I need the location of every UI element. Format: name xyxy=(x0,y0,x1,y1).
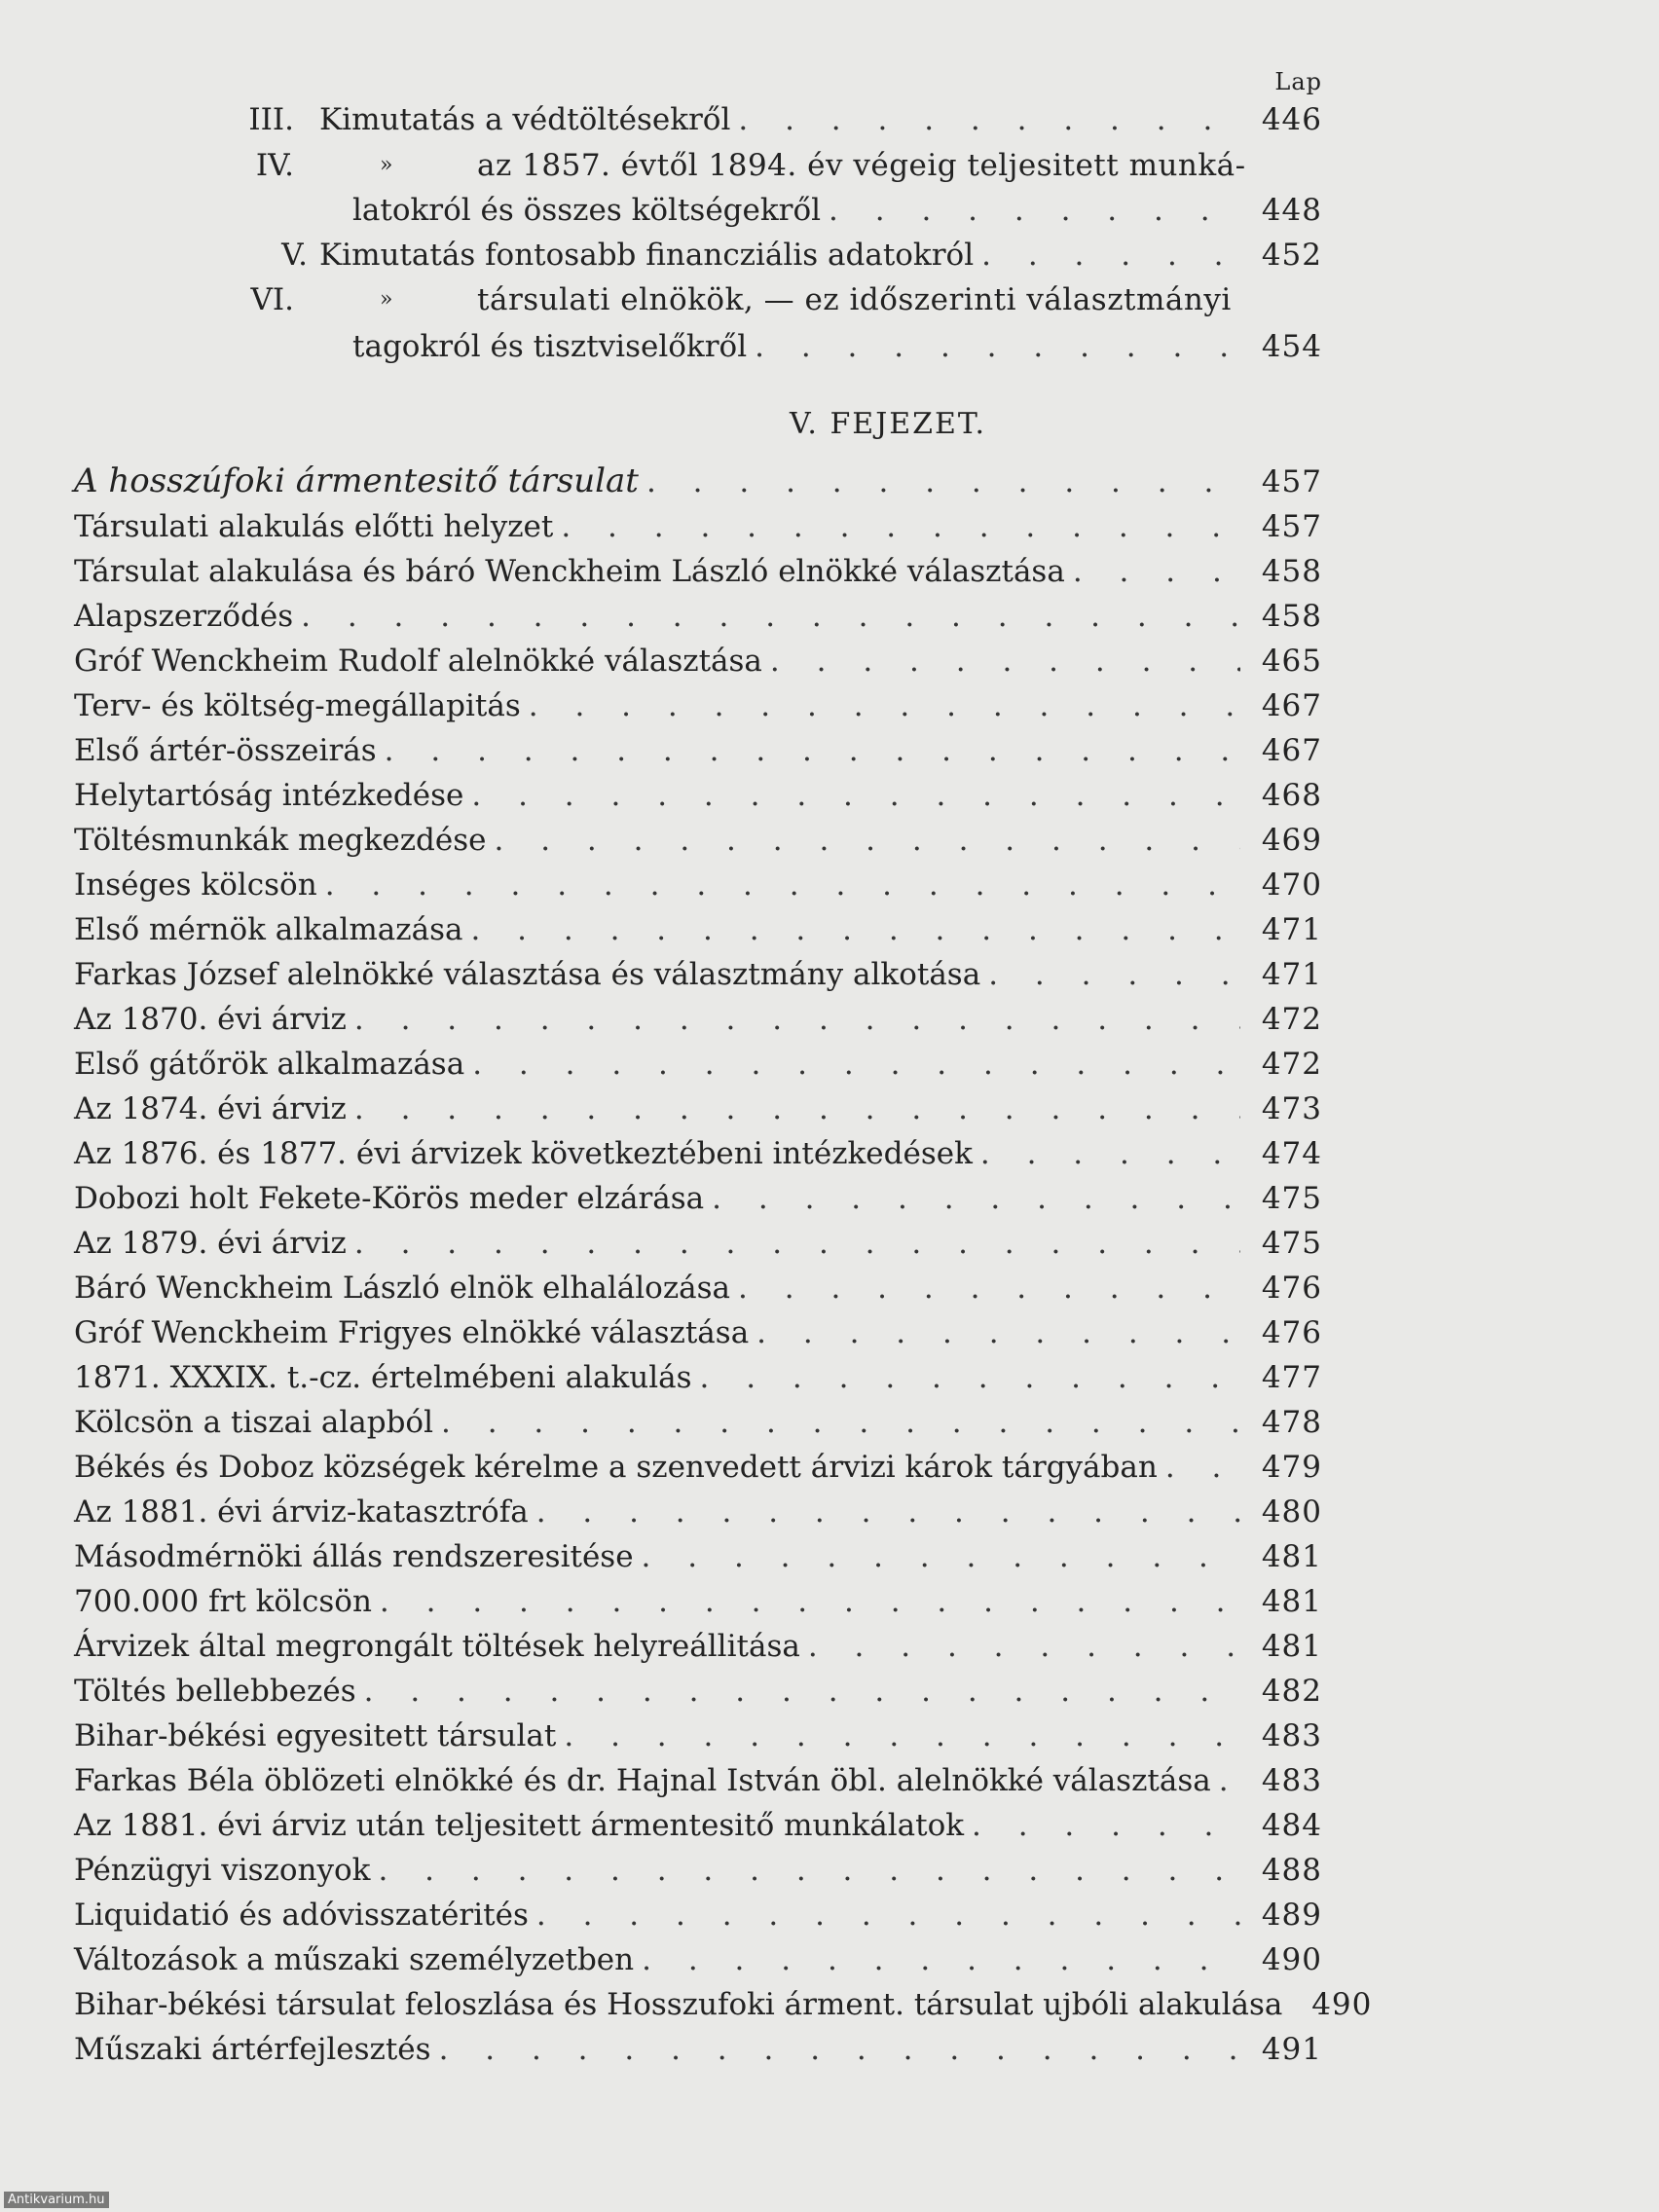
entry-page: 471 xyxy=(1261,957,1322,992)
entry-page: 481 xyxy=(1261,1584,1322,1619)
toc-entry xyxy=(74,1940,1322,1979)
entry-text: Másodmérnöki állás rendszeresitése xyxy=(74,1539,634,1574)
dot-leader xyxy=(646,462,1240,501)
entry-page: 481 xyxy=(1261,1539,1322,1574)
dot-leader xyxy=(354,1000,1240,1039)
dot-leader xyxy=(536,1896,1240,1935)
entry-page: 484 xyxy=(1261,1808,1322,1843)
toc-entry xyxy=(74,1269,1322,1308)
entry-page: 481 xyxy=(1261,1629,1322,1664)
entry-text: Békés és Doboz községek kérelme a szenvedett árvizi károk tárgyában xyxy=(74,1450,1158,1485)
dot-leader xyxy=(988,955,1240,994)
entry-page: 475 xyxy=(1261,1181,1322,1216)
entry-page: 472 xyxy=(1261,1002,1322,1037)
toc-entry xyxy=(74,1134,1322,1173)
toc-entry xyxy=(74,1045,1322,1084)
entry-text: Kölcsön a tiszai alapból xyxy=(74,1405,434,1440)
dot-leader xyxy=(536,1493,1240,1531)
entry-page: 473 xyxy=(1261,1091,1322,1126)
toc-entry xyxy=(74,1224,1322,1263)
dot-leader xyxy=(738,100,1240,139)
toc-entry xyxy=(74,1985,1373,2024)
entry-text: Társulat alakulása és báró Wenckheim László elnökké választása xyxy=(74,554,1065,589)
appendix-numeral: VI. xyxy=(250,282,294,317)
dot-leader xyxy=(808,1627,1240,1666)
entry-text: Társulati alakulás előtti helyzet xyxy=(74,509,554,544)
toc-entry xyxy=(74,1403,1322,1442)
entry-page: 483 xyxy=(1261,1718,1322,1753)
appendix-numeral: V. xyxy=(281,238,308,273)
entry-page: 483 xyxy=(1261,1763,1322,1798)
entry-text: Helytartóság intézkedése xyxy=(74,778,464,813)
toc-entry xyxy=(74,1358,1322,1397)
entry-page: 448 xyxy=(1261,193,1322,228)
entry-page: 476 xyxy=(1261,1271,1322,1306)
entry-page: 480 xyxy=(1261,1494,1322,1530)
toc-entry xyxy=(74,866,1322,904)
entry-page: 469 xyxy=(1261,823,1322,858)
toc-entry xyxy=(74,1000,1322,1039)
toc-entry xyxy=(74,776,1322,815)
toc-entry xyxy=(74,686,1322,725)
entry-text: Gróf Wenckheim Rudolf alelnökké választása xyxy=(74,644,762,679)
toc-entry xyxy=(74,1313,1322,1352)
appendix-entry xyxy=(477,146,1246,185)
entry-text: Bihar-békési egyesitett társulat xyxy=(74,1718,557,1753)
dot-leader xyxy=(1165,1448,1240,1487)
appendix-entry xyxy=(352,327,1322,366)
dot-leader xyxy=(972,1806,1240,1845)
ditto-mark: » xyxy=(380,153,393,177)
dot-leader xyxy=(738,1269,1240,1308)
dot-leader xyxy=(642,1940,1240,1979)
dot-leader xyxy=(981,236,1240,275)
toc-entry xyxy=(74,1627,1322,1666)
entry-text: Dobozi holt Fekete-Körös meder elzárása xyxy=(74,1181,705,1216)
dot-leader xyxy=(829,191,1240,230)
dot-leader xyxy=(1073,552,1240,591)
dot-leader xyxy=(564,1716,1240,1755)
toc-entry xyxy=(74,1582,1322,1621)
entry-page: 470 xyxy=(1261,867,1322,903)
entry-text: Inséges kölcsön xyxy=(74,867,317,903)
entry-text: Az 1881. évi árviz-katasztrófa xyxy=(74,1494,529,1530)
toc-entry xyxy=(74,1537,1322,1576)
toc-entry xyxy=(74,1448,1322,1487)
entry-text: Változások a műszaki személyzetben xyxy=(74,1942,635,1977)
entry-text: Terv- és költség-megállapitás xyxy=(74,688,521,723)
entry-text: Farkas Béla öblözeti elnökké és dr. Hajnal István öbl. alelnökké választása xyxy=(74,1763,1211,1798)
toc-entry xyxy=(74,2030,1322,2069)
dot-leader xyxy=(441,1403,1240,1442)
dot-leader xyxy=(325,866,1240,904)
entry-page: 457 xyxy=(1261,509,1322,544)
entry-text: tagokról és tisztviselőkről xyxy=(352,329,748,364)
toc-entry xyxy=(74,955,1322,994)
entry-text: Kimutatás a védtöltésekről xyxy=(319,102,731,137)
dot-leader xyxy=(756,1313,1240,1352)
entry-text: Első ártér-összeirás xyxy=(74,733,377,768)
toc-entry xyxy=(74,821,1322,860)
dot-leader xyxy=(380,1582,1240,1621)
toc-entry xyxy=(74,1089,1322,1128)
dot-leader xyxy=(561,507,1240,546)
entry-page: 467 xyxy=(1261,733,1322,768)
appendix-entry xyxy=(477,280,1232,319)
dot-leader xyxy=(712,1179,1240,1218)
entry-page: 491 xyxy=(1261,2032,1322,2067)
dot-leader xyxy=(472,1045,1240,1084)
toc-entry xyxy=(74,731,1322,770)
entry-page: 490 xyxy=(1261,1942,1322,1977)
entry-text: Az 1870. évi árviz xyxy=(74,1002,347,1037)
entry-page: 467 xyxy=(1261,688,1322,723)
entry-text: Töltésmunkák megkezdése xyxy=(74,823,487,858)
entry-text: Farkas József alelnökké választása és választmány alkotása xyxy=(74,957,981,992)
entry-text: Kimutatás fontosabb financziális adatokról xyxy=(319,238,975,273)
appendix-entry xyxy=(319,100,1322,139)
entry-page: 478 xyxy=(1261,1405,1322,1440)
dot-leader xyxy=(1219,1761,1240,1800)
chapter-heading: V. FEJEZET. xyxy=(789,407,986,441)
entry-text: Liquidatió és adóvisszatérités xyxy=(74,1898,529,1933)
dot-leader xyxy=(642,1537,1240,1576)
toc-entry xyxy=(74,1896,1322,1935)
appendix-entry xyxy=(319,236,1322,275)
dot-leader xyxy=(755,327,1240,366)
dot-leader xyxy=(364,1672,1240,1711)
entry-page: 482 xyxy=(1261,1674,1322,1709)
entry-page: 458 xyxy=(1261,599,1322,634)
appendix-numeral: IV. xyxy=(255,148,294,183)
entry-text: Töltés bellebbezés xyxy=(74,1674,356,1709)
toc-entry xyxy=(74,597,1322,636)
entry-page: 477 xyxy=(1261,1360,1322,1395)
dot-leader xyxy=(385,731,1240,770)
entry-page: 474 xyxy=(1261,1136,1322,1171)
dot-leader xyxy=(495,821,1241,860)
toc-entry xyxy=(74,1716,1322,1755)
ditto-mark: » xyxy=(380,287,393,312)
entry-text: társulati elnökök, — ez időszerinti választmányi xyxy=(477,282,1232,317)
dot-leader xyxy=(980,1134,1240,1173)
entry-text: Árvizek által megrongált töltések helyreállitása xyxy=(74,1629,800,1664)
dot-leader xyxy=(301,597,1240,636)
entry-text: Első mérnök alkalmazása xyxy=(74,912,463,947)
entry-page: 488 xyxy=(1261,1853,1322,1888)
entry-page: 468 xyxy=(1261,778,1322,813)
page-column-header: Lap xyxy=(1274,68,1322,95)
toc-entry xyxy=(74,642,1322,681)
dot-leader xyxy=(439,2030,1240,2069)
entry-page: 454 xyxy=(1261,329,1322,364)
dot-leader xyxy=(471,776,1240,815)
entry-text: az 1857. évtől 1894. év végeig teljesitett munká- xyxy=(477,148,1246,183)
appendix-entry xyxy=(352,191,1322,230)
entry-page: 490 xyxy=(1311,1987,1373,2022)
entry-page: 479 xyxy=(1261,1450,1322,1485)
entry-text: Az 1879. évi árviz xyxy=(74,1226,347,1261)
section-title-row xyxy=(74,461,1322,500)
entry-text: 1871. XXXIX. t.-cz. értelmébeni alakulás xyxy=(74,1360,692,1395)
entry-text: latokról és összes költségekről xyxy=(352,193,822,228)
dot-leader xyxy=(529,686,1240,725)
entry-text: Bihar-békési társulat feloszlása és Hosszufoki árment. társulat ujbóli alakulása xyxy=(74,1987,1283,2022)
entry-text: Alapszerződés xyxy=(74,599,294,634)
toc-entry xyxy=(74,552,1322,591)
section-title: A hosszúfoki ármentesitő társulat xyxy=(74,461,639,500)
entry-page: 458 xyxy=(1261,554,1322,589)
entry-text: Gróf Wenckheim Frigyes elnökké választása xyxy=(74,1315,750,1350)
toc-entry xyxy=(74,1806,1322,1845)
toc-entry xyxy=(74,507,1322,546)
entry-page: 446 xyxy=(1261,102,1322,137)
entry-page: 475 xyxy=(1261,1226,1322,1261)
dot-leader xyxy=(770,642,1240,681)
dot-leader xyxy=(700,1358,1240,1397)
toc-entry xyxy=(74,1179,1322,1218)
entry-text: Az 1874. évi árviz xyxy=(74,1091,347,1126)
entry-text: 700.000 frt kölcsön xyxy=(74,1584,372,1619)
entry-text: Műszaki ártérfejlesztés xyxy=(74,2032,431,2067)
dot-leader xyxy=(354,1224,1240,1263)
dot-leader xyxy=(378,1851,1240,1890)
toc-entry xyxy=(74,1493,1322,1531)
entry-page: 489 xyxy=(1261,1898,1322,1933)
toc-entry xyxy=(74,1851,1322,1890)
toc-entry xyxy=(74,910,1322,949)
entry-page: 471 xyxy=(1261,912,1322,947)
dot-leader xyxy=(470,910,1240,949)
entry-page: 472 xyxy=(1261,1047,1322,1082)
entry-text: Az 1876. és 1877. évi árvizek következtébeni intézkedések xyxy=(74,1136,973,1171)
toc-entry xyxy=(74,1761,1322,1800)
entry-page: 465 xyxy=(1261,644,1322,679)
entry-text: Első gátőrök alkalmazása xyxy=(74,1047,465,1082)
appendix-numeral: III. xyxy=(248,102,294,137)
entry-text: Az 1881. évi árviz után teljesitett ármentesitő munkálatok xyxy=(74,1808,965,1843)
entry-page: 457 xyxy=(1261,464,1322,499)
dot-leader xyxy=(354,1089,1240,1128)
toc-entry xyxy=(74,1672,1322,1711)
entry-page: 452 xyxy=(1261,238,1322,273)
entry-text: Báró Wenckheim László elnök elhalálozása xyxy=(74,1271,731,1306)
watermark: Antikvarium.hu xyxy=(4,2192,109,2208)
entry-page: 476 xyxy=(1261,1315,1322,1350)
entry-text: Pénzügyi viszonyok xyxy=(74,1853,371,1888)
